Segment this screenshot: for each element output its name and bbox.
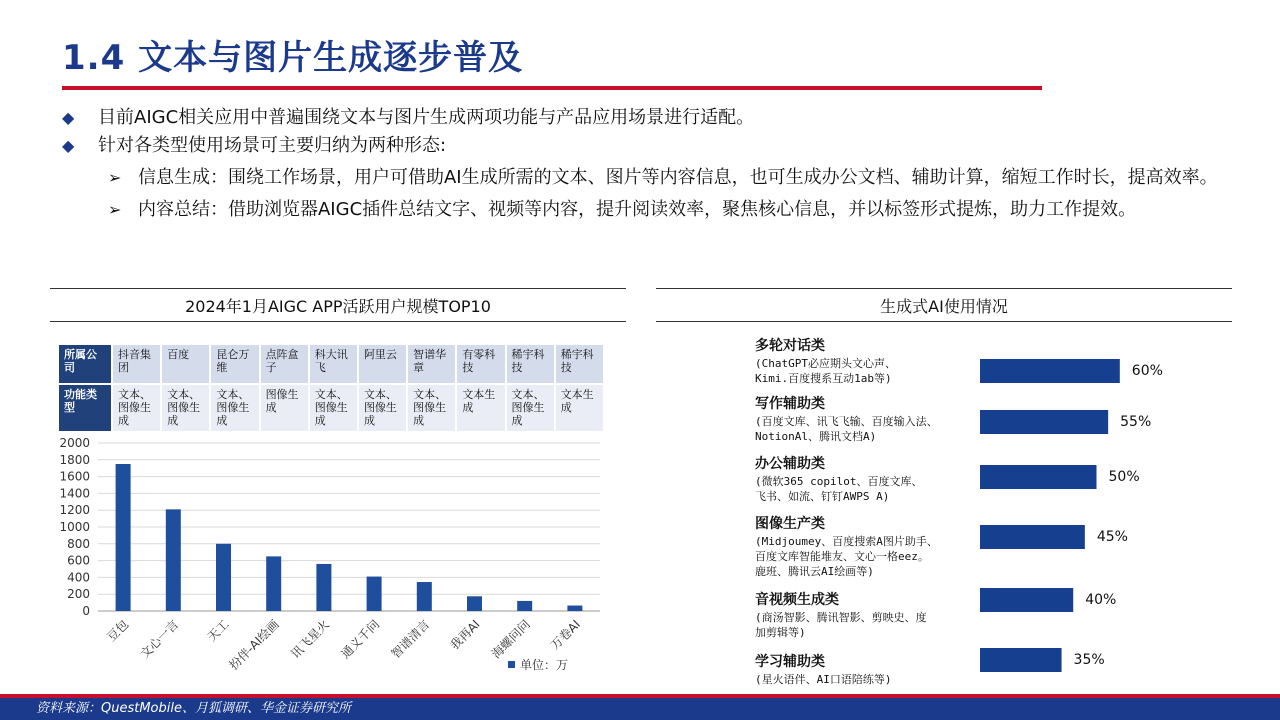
page-title: 1.4 文本与图片生成逐步普及 <box>62 38 524 78</box>
x-tick-label: 豆包 <box>104 617 132 645</box>
left-panel-top-rule <box>50 288 626 289</box>
function-cell: 文本、图像生成 <box>210 384 259 432</box>
diamond-bullet-icon: ◆ <box>62 108 75 127</box>
usage-category-name: 音视频生成类 <box>755 592 839 608</box>
usage-value-label: 40% <box>1085 592 1117 608</box>
bar <box>367 577 382 611</box>
usage-bar <box>980 359 1120 383</box>
function-cell: 文本、图像生成 <box>407 384 456 432</box>
company-cell: 阿里云 <box>358 344 407 384</box>
function-cell: 图像生成 <box>260 384 309 432</box>
usage-value-label: 60% <box>1131 363 1163 379</box>
usage-bar <box>980 465 1097 489</box>
usage-category-desc: 加剪辑等) <box>755 626 806 639</box>
usage-category-name: 多轮对话类 <box>755 338 825 354</box>
usage-value-label: 45% <box>1096 529 1128 545</box>
company-cell: 百度 <box>161 344 210 384</box>
usage-category-name: 写作辅助类 <box>755 396 825 412</box>
source-footer <box>0 698 1280 720</box>
bullet-list <box>62 104 1222 224</box>
usage-category-desc: (商汤智影、腾讯智影、剪映史、度 <box>755 611 927 624</box>
y-tick-label: 400 <box>67 570 90 585</box>
arrow-bullet-icon: ➢ <box>108 200 122 219</box>
usage-category-desc: 飞书、如流、钉钉AWPS A) <box>755 490 890 503</box>
x-tick-label: 文心一言 <box>137 617 182 662</box>
bar <box>166 509 181 611</box>
bar <box>266 556 281 611</box>
function-cell: 文本、图像生成 <box>358 384 407 432</box>
table-header-company: 所属公司 <box>58 344 112 384</box>
y-tick-label: 1400 <box>59 486 90 501</box>
bar <box>467 596 482 611</box>
usage-bar <box>980 410 1108 434</box>
usage-category-desc: (百度文库、讯飞飞输、百度输入法、 <box>755 415 938 428</box>
usage-bar <box>980 648 1062 672</box>
right-panel-top-rule <box>656 288 1232 289</box>
company-cell: 昆仑万维 <box>210 344 259 384</box>
sub-bullet-text: 信息生成：围绕工作场景，用户可借助AI生成所需的文本、图片等内容信息，也可生成办公文档、辅助计算，缩短工作时长，提高效率。 <box>138 167 1218 188</box>
usage-category-desc: (星火语伴、AI口语陪练等) <box>755 673 892 686</box>
function-cell: 文本生成 <box>555 384 604 432</box>
y-tick-label: 0 <box>82 604 90 618</box>
usage-value-label: 50% <box>1108 469 1140 485</box>
bullet-item <box>62 132 1222 160</box>
title-divider <box>62 86 1042 90</box>
left-panel-title: 2024年1月AIGC APP活跃用户规模TOP10 <box>185 297 491 316</box>
function-cell: 文本生成 <box>456 384 505 432</box>
sub-bullet-item <box>108 196 1222 224</box>
function-cell: 文本、图像生成 <box>112 384 161 432</box>
x-tick-label: 天工 <box>204 617 232 645</box>
y-tick-label: 600 <box>67 553 90 568</box>
sub-bullet-text: 内容总结：借助浏览器AIGC插件总结文字、视频等内容，提升阅读效率，聚焦核心信息，并以标签形式提炼，助力工作提效。 <box>138 199 1137 220</box>
x-tick-label: 我再AI <box>447 617 483 653</box>
usage-category-name: 学习辅助类 <box>755 654 825 670</box>
usage-value-label: 55% <box>1120 414 1152 430</box>
company-cell: 稀宇科技 <box>506 344 555 384</box>
bar <box>567 606 582 611</box>
company-cell: 智谱华章 <box>407 344 456 384</box>
usage-category-desc: NotionAl、腾讯文档A) <box>755 430 877 443</box>
x-tick-label: 万卷AI <box>547 617 584 653</box>
usage-bar <box>980 588 1073 612</box>
usage-bar <box>980 525 1085 549</box>
usage-category-desc: Kimi.百度搜系互动1ab等) <box>755 372 892 385</box>
y-tick-label: 1600 <box>59 469 90 484</box>
bullet-text: 针对各类型使用场景可主要归纳为两种形态: <box>98 135 447 156</box>
diamond-bullet-icon: ◆ <box>62 136 75 155</box>
usage-category-name: 办公辅助类 <box>755 456 825 472</box>
y-tick-label: 1800 <box>59 452 90 467</box>
app-info-table <box>57 343 605 433</box>
x-tick-label: 通义千问 <box>338 617 383 662</box>
company-cell: 抖音集团 <box>112 344 161 384</box>
sub-bullet-item <box>108 164 1222 192</box>
usage-category-desc: 鹿班、腾讯云AI绘画等) <box>755 565 874 578</box>
bullet-text: 目前AIGC相关应用中普遍围绕文本与图片生成两项功能与产品应用场景进行适配。 <box>98 107 755 128</box>
right-panel-bottom-rule <box>656 321 1232 322</box>
bar <box>316 564 331 611</box>
y-tick-label: 2000 <box>59 436 90 450</box>
table-row-functions <box>58 384 604 432</box>
active-users-bar-chart <box>50 430 610 680</box>
right-panel-title: 生成式AI使用情况 <box>880 297 1008 316</box>
bar <box>517 601 532 611</box>
company-cell: 点阵盒子 <box>260 344 309 384</box>
function-cell: 文本、图像生成 <box>161 384 210 432</box>
left-panel-bottom-rule <box>50 321 626 322</box>
x-tick-label: 海螺问问 <box>488 617 533 662</box>
company-cell: 有零科技 <box>456 344 505 384</box>
usage-value-label: 35% <box>1073 652 1105 668</box>
usage-category-desc: (ChatGPT必应期头文心声、 <box>755 357 896 370</box>
x-tick-label: 扮伴-AI绘画 <box>226 617 282 673</box>
table-row-companies <box>58 344 604 384</box>
x-tick-label: 讯飞星火 <box>288 617 333 662</box>
y-tick-label: 1000 <box>59 520 90 534</box>
legend-swatch <box>508 661 515 668</box>
bar <box>417 582 432 611</box>
y-tick-label: 200 <box>67 587 90 602</box>
x-tick-label: 智谱清言 <box>388 617 433 662</box>
company-cell: 科大讯飞 <box>309 344 358 384</box>
usage-category-name: 图像生产类 <box>755 516 825 532</box>
bar <box>116 464 131 611</box>
usage-category-desc: (微软365 copilot、百度文库、 <box>755 475 923 488</box>
source-text: 资料来源：QuestMobile、月狐调研、华金证券研究所 <box>36 701 351 716</box>
function-cell: 文本、图像生成 <box>309 384 358 432</box>
bullet-item <box>62 104 1222 132</box>
usage-category-desc: 百度文库智能堆友、文心一格eez。 <box>755 550 929 563</box>
company-cell: 稀宇科技 <box>555 344 604 384</box>
bar <box>216 544 231 611</box>
arrow-bullet-icon: ➢ <box>108 168 122 187</box>
y-tick-label: 800 <box>67 536 90 551</box>
table-header-function: 功能类型 <box>58 384 112 432</box>
function-cell: 文本、图像生成 <box>506 384 555 432</box>
y-tick-label: 1200 <box>59 503 90 518</box>
usage-category-desc: (Midjoumey、百度搜索A图片助手、 <box>755 535 938 548</box>
legend-label: 单位：万 <box>520 658 569 672</box>
ai-usage-bar-chart <box>750 332 1270 692</box>
